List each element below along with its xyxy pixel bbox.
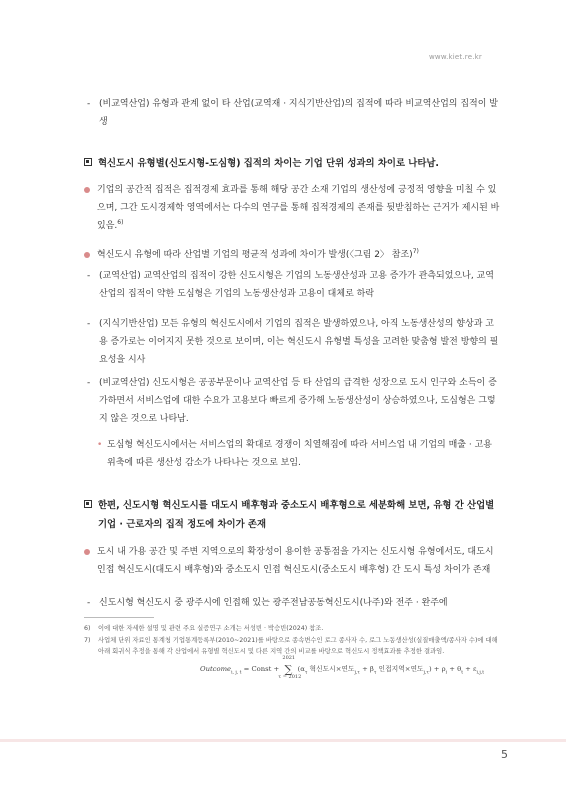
section2-heading xyxy=(84,496,502,534)
formula-eq: = Const + xyxy=(243,665,280,673)
summation-icon: ∑ xyxy=(284,663,293,676)
section1-bullet1 xyxy=(84,181,502,235)
regression-formula: Outcome$_{i, j, t}$ = Const + 2021 ∑ τ = 2012 ($\alpha_\tau$ 혁신도시×연도$_{j,\tau} + \beta_\tau$ 인접지역×연도$_{j,\tau}) + \rho_i + \theta_t + \varepsilon_{i,j,t}$ xyxy=(200,655,485,680)
square-bullet-icon xyxy=(84,158,92,166)
circle-bullet-icon xyxy=(84,187,90,193)
site-url: www.kiet.re.kr xyxy=(428,53,482,61)
formula-lhs-sub: i, j, t xyxy=(231,670,242,676)
footnote-7 xyxy=(84,636,504,657)
formula-tail2: 인접지역×연도 xyxy=(376,665,424,673)
section2-bullet1 xyxy=(84,543,502,579)
section1-item-nontrade-text: (비교역산업) 신도시형은 공공부문이나 교역산업 등 타 산업의 급격한 성장으로 도시 인구와 소득이 증가하면서 서비스업에 대한 수요가 고용보다 빠르게 증가해 노동생산성이 상승하였으나, 도심형은 그렇지 않은 것으로 나타남. xyxy=(99,378,497,424)
section1-heading-text: 혁신도시 유형별(신도시형-도심형) 집적의 차이는 기업 단위 성과의 차이로 나타남. xyxy=(98,158,439,169)
section2-item1 xyxy=(87,594,501,612)
circle-bullet-icon xyxy=(84,549,90,555)
dash-mark: - xyxy=(87,319,91,329)
circle-bullet-icon xyxy=(84,252,90,258)
section1-item-knowledge xyxy=(87,315,501,369)
footnote-6 xyxy=(84,624,504,635)
footnote-ref-7: 7) xyxy=(412,248,419,255)
dash-mark: - xyxy=(87,271,91,281)
square-bullet-icon xyxy=(84,500,92,508)
section1-item-nontrade xyxy=(87,374,501,428)
small-dot-icon: • xyxy=(97,440,103,450)
sum-lower-limit: τ = 2012 xyxy=(278,674,302,680)
section1-heading xyxy=(84,154,502,173)
formula-body: (α xyxy=(297,665,305,673)
section2-item1-text: 신도시형 혁신도시 중 광주시에 인접해 있는 광주전남공동혁신도시(나주)와 전주 · 완주에 xyxy=(99,598,448,608)
section2-bullet1-text: 도시 내 가용 공간 및 주변 지역으로의 확장성이 용이한 공통점을 가지는 신도시형 유형에서도, 대도시 인접 혁신도시(대도시 배후형)와 중소도시 인접 혁신도시(중소도시 배후형) 간 도시 특성 차이가 존재 xyxy=(97,547,494,575)
formula-tail4: + θ xyxy=(447,665,462,673)
dash-mark: - xyxy=(87,598,91,608)
formula-tail: + β xyxy=(359,665,374,673)
footnote-text: 이에 대한 자세한 설명 및 관련 주요 실증연구 소개는 서성빈 · 박승빈(2024) 참조. xyxy=(98,625,324,632)
dash-mark: - xyxy=(87,378,91,388)
formula-body-rest: 혁신도시×연도 xyxy=(307,665,355,673)
footer-band xyxy=(0,739,566,742)
section1-sub-note-text: 도심형 혁신도시에서는 서비스업의 확대로 경쟁이 치열해짐에 따라 서비스업 내 기업의 매출 · 고용 위축에 따른 생산성 감소가 나타나는 것으로 보임. xyxy=(107,440,492,468)
intro-item-text: (비교역산업) 유형과 관계 없이 타 산업(교역재 · 지식기반산업)의 집적에 따라 비교역산업의 집적이 발생 xyxy=(99,99,498,127)
section1-item-knowledge-text: (지식기반산업) 모든 유형의 혁신도시에서 기업의 집적은 발생하였으나, 아직 노동생산성의 향상과 고용 증가로는 이어지지 못한 것으로 보이며, 이는 혁신도시 유형별 특성을 고려한 맞춤형 발전 방향의 필요성을 시사 xyxy=(99,319,499,365)
page-number: 5 xyxy=(501,748,508,761)
section1-sub-note xyxy=(97,436,501,472)
section1-item-trade xyxy=(87,267,501,303)
footnote-number: 6) xyxy=(84,625,91,632)
footnote-number: 7) xyxy=(84,637,91,644)
dash-mark: - xyxy=(87,99,91,109)
section1-item-trade-text: (교역산업) 교역산업의 집적이 강한 신도시형은 기업의 노동생산성과 고용 증가가 관측되었으나, 교역산업의 집적이 약한 도심형은 기업의 노동생산성과 고용이 대체로 하락 xyxy=(99,271,494,299)
footnote-ref-6: 6) xyxy=(117,219,124,226)
footnote-divider xyxy=(84,617,154,618)
section2-heading-text: 한편, 신도시형 혁신도시를 대도시 배후형과 중소도시 배후형으로 세분화해 보면, 유형 간 산업별 기업 · 근로자의 집적 정도에 차이가 존재 xyxy=(98,500,495,530)
sum-upper-limit: 2021 xyxy=(282,655,296,661)
formula-lhs: Outcome xyxy=(200,665,232,673)
formula-tail3: ) + ρ xyxy=(428,665,446,673)
footnote-text: 사업체 단위 자료인 통계청 기업통계등록부(2010~2021)를 바탕으로 종속변수인 로그 종사자 수, 로그 노동생산성(실질매출액/종사자 수)에 대해 아래 회귀식 추정을 통해 각 산업에서 유형별 혁신도시 및 다른 지역 간의 비교를 바탕으로 혁신도시 정책효과를 추정한 결과임. xyxy=(98,637,498,655)
section1-bullet2 xyxy=(84,246,502,264)
section1-bullet2-text: 혁신도시 유형에 따라 산업별 기업의 평균적 성과에 차이가 발생(〈그림 2〉 참조) xyxy=(97,250,413,260)
intro-item xyxy=(87,95,501,131)
section1-bullet1-text: 기업의 공간적 집적은 집적경제 효과를 통해 해당 공간 소재 기업의 생산성에 긍정적 영향을 미칠 수 있으며, 그간 도시경제학 영역에서는 다수의 연구를 통해 집적경제의 존재를 뒷받침하는 근거가 제시된 바 있음. xyxy=(97,185,500,231)
formula-tail5: + ε xyxy=(463,665,477,673)
